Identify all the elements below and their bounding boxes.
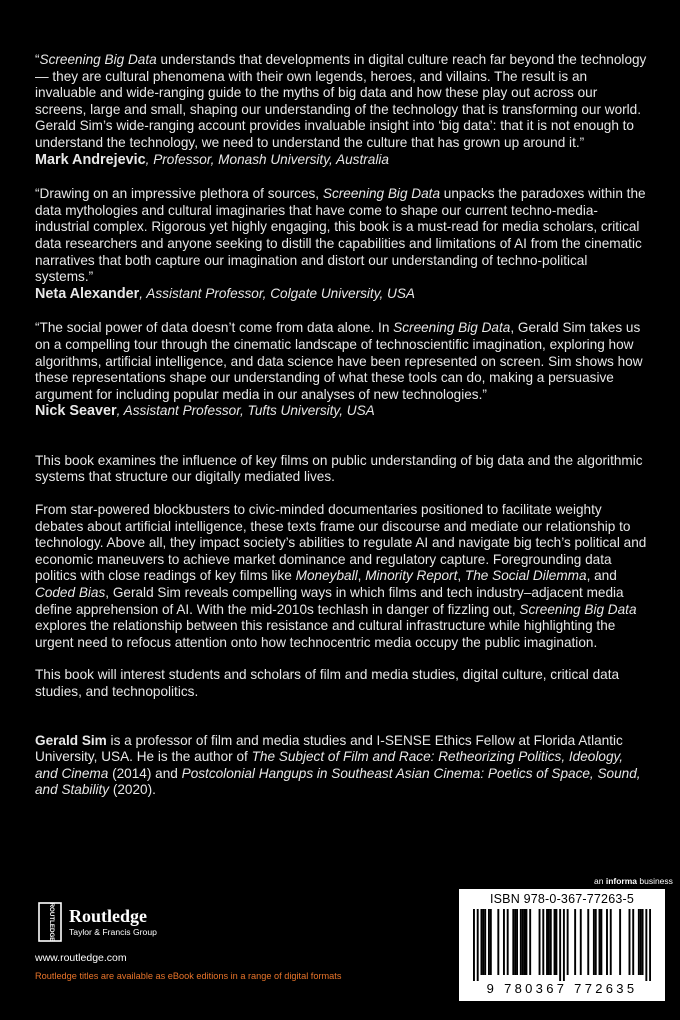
endorsement-attribution-2: Neta Alexander, Assistant Professor, Colgate University, USA [35,285,416,302]
endorsement-attribution-1: Mark Andrejevic, Professor, Monash University, Australia [35,151,389,168]
barcode-digits: 9 780367 772635 [486,981,638,996]
barcode-bar [480,909,482,975]
publisher-name: Routledge [69,906,147,926]
barcode-bar [529,909,531,975]
routledge-logo [38,902,188,942]
barcode-bars [473,909,651,981]
barcode-bar [490,909,492,975]
barcode-bar [629,909,631,975]
routledge-mark-icon [38,902,62,942]
barcode-bar [482,909,484,975]
barcode-bar [507,909,509,975]
barcode-bar [567,909,569,975]
endorsement-quote-1: “Screening Big Data understands that developments in digital culture reach far beyond the technology — they are cultural phenomena with their own legends, heroes, and villains. The result is an invaluable and wide-ranging guide to the myths of big data and how these play out across our screens, large and small, shaping our understanding of the technology that is transforming our world. Gerald Sim’s wide-ranging account provides invaluable insight into ‘big data’: that it is not enough to understand the technology, we need to understand the culture that has grown up around it.” [35,52,647,150]
endorsement-quote-2: “Drawing on an impressive plethora of sources, Screening Big Data unpacks the paradoxes within the data mythologies and cultural imaginaries that have come to shape our current techno-media-industrial complex. Rigorous yet highly engaging, this book is a must-read for media scholars, critical data researchers and anyone seeking to distill the capabilities and limitations of AI from the cinematic narratives that both capture our imagination and distort our understanding of techno-political systems.” [35,186,646,285]
barcode-bar [580,909,582,975]
publisher-website[interactable]: www.routledge.com [35,952,127,964]
barcode-bar [514,909,516,975]
barcode-bar [524,909,526,975]
description-paragraph-2: From star-powered blockbusters to civic-minded documentaries positioned to facilitate weighty debates about artificial intelligence, these texts frame our discourse and mediate our relationship to technology. Above all, they impact society’s abilities to regulate AI and navigate big tech’s political and economic maneuvers to achieve market dominance and regulatory capture. Foregrounding data politics with close readings of key films like Moneyball, Minority Report, The Social Dilemma, and Coded Bias, Gerald Sim reveals compelling ways in which films and tech industry–adjacent media define apprehension of AI. With the mid-2010s techlash in danger of fizzling out, Screening Big Data explores the relationship between this resistance and cultural infrastructure while highlighting the urgent need to refocus attention onto how technocentric media occupy the public imagination. [35,502,647,650]
barcode-bar [546,909,548,975]
barcode-bar [642,909,644,975]
barcode-bar [559,909,561,981]
barcode-bar [512,909,514,975]
barcode-bar [497,909,499,975]
barcode-bar [645,909,647,981]
barcode-bar [548,909,550,975]
spine-text: ROUTLEDGE [48,902,55,942]
barcode-bar [619,909,621,975]
barcode-bar [484,909,486,975]
barcode-bar [599,909,601,975]
description-paragraph-1: This book examines the influence of key films on public understanding of big data and the algorithmic systems that structure our digitally mediated lives. [35,452,643,485]
barcode-bar [522,909,524,975]
barcode-bar [542,909,544,975]
barcode-bar [503,909,505,975]
isbn-barcode [459,889,665,1001]
barcode-bar [563,909,565,981]
barcode-bar [516,909,518,975]
ebook-note: Routledge titles are available as eBook editions in a range of digital formats [35,971,342,981]
barcode-bar [520,909,522,975]
endorsement-attribution-3: Nick Seaver, Assistant Professor, Tufts University, USA [35,403,375,420]
barcode-bar [525,909,527,975]
back-cover-text [35,52,647,799]
informa-business-label: an informa business [594,876,673,886]
isbn-label: ISBN 978-0-367-77263-5 [489,892,635,906]
publisher-subtitle: Taylor & Francis Group [69,927,157,937]
barcode-bar [638,909,640,975]
endorsement-quote-3: “The social power of data doesn’t come from data alone. In Screening Big Data, Gerald Sim takes us on a compelling tour through the cinematic landscape of technoscientific imagination, exploring how algorithms, artificial intelligence, and data science have been represented on screen. Sim shows how these representations shape our understanding of what these tools can do, making a persuasive argument for including popular media in our analyses of new technologies.” [35,320,643,402]
barcode-bar [610,909,612,975]
barcode-bar [539,909,541,975]
barcode-bar [632,909,634,975]
barcode-bar [640,909,642,975]
author-bio: Gerald Sim is a professor of film and media studies and I-SENSE Ethics Fellow at Florida Atlantic University, USA. He is the author of The Subject of Film and Race: Retheorizing Politics, Ideology, and Cinema (2014) and Postcolonial Hangups in Southeast Asian Cinema: Poetics of Space, Sound, and Stability (2020). [35,732,641,798]
barcode-bar [555,909,557,975]
description-paragraph-3: This book will interest students and scholars of film and media studies, digital culture, critical data studies, and technopolitics. [35,667,620,699]
barcode-bar [606,909,608,975]
barcode-bar [477,909,479,981]
barcode-bar [595,909,597,975]
barcode-bar [473,909,475,981]
barcode-bar [574,909,576,975]
barcode-bar [550,909,552,975]
barcode-bar [593,909,595,975]
barcode-bar [649,909,651,981]
barcode-bar [554,909,556,975]
barcode-bar [587,909,589,975]
barcode-bar [488,909,490,975]
barcode-bar [600,909,602,975]
